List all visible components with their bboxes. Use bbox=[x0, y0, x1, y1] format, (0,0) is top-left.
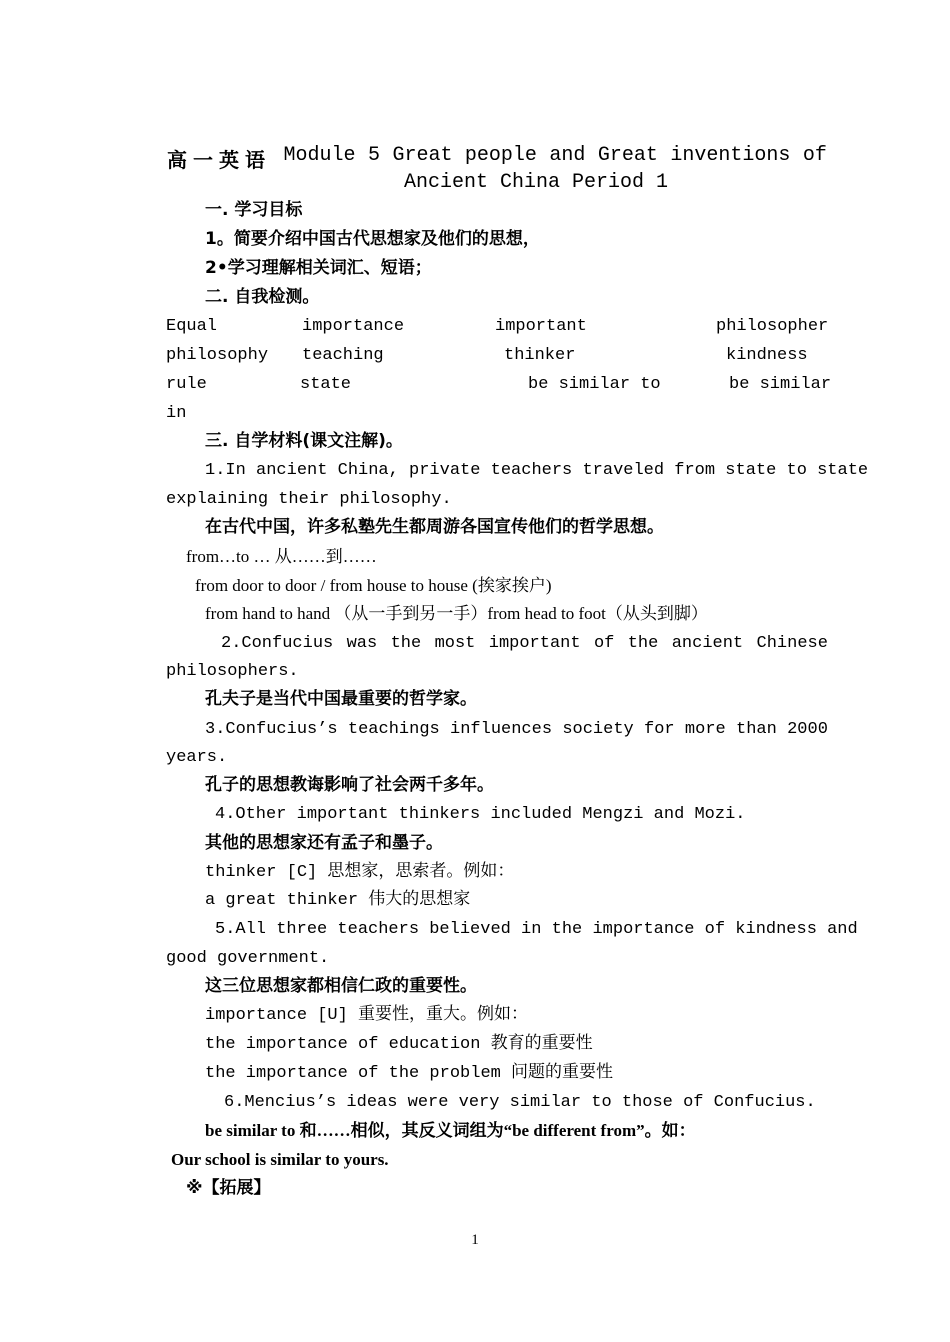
sentence-word: ancient bbox=[671, 634, 744, 653]
sentence-4-translation: 其他的思想家还有孟子和墨子。 bbox=[205, 833, 443, 853]
sentence-word: 3.Confucius’s bbox=[205, 720, 338, 739]
goal-item-1: 1。简要介绍中国古代思想家及他们的思想， bbox=[205, 229, 540, 249]
vocab-word: rule bbox=[166, 375, 207, 394]
title-line-1 bbox=[167, 144, 827, 173]
extension-heading: ※【拓展】 bbox=[186, 1178, 271, 1198]
sentence-word: the bbox=[390, 634, 422, 653]
sentence-1-line-2: explaining their philosophy. bbox=[166, 490, 452, 509]
vocab-word: state bbox=[300, 375, 352, 394]
vocab-word: philosopher bbox=[716, 317, 829, 336]
similar-to-note: be similar to 和……相似，其反义词组为“be different from”。如： bbox=[205, 1121, 696, 1140]
sentence-word: teachings bbox=[347, 720, 440, 739]
importance-definition: importance [U] 重要性，重大。例如： bbox=[205, 1006, 529, 1025]
vocab-word: thinker bbox=[504, 346, 576, 365]
sentence-3-line-2: years. bbox=[166, 748, 228, 767]
vocab-word: teaching bbox=[302, 346, 384, 365]
vocab-word: kindness bbox=[726, 346, 808, 365]
phrase-from-to: from…to … 从……到…… bbox=[186, 547, 377, 566]
sentence-word: than bbox=[736, 720, 777, 739]
sentence-2-translation: 孔夫子是当代中国最重要的哲学家。 bbox=[205, 689, 477, 709]
sentence-word: the bbox=[627, 634, 659, 653]
page-number: 1 bbox=[471, 1232, 479, 1248]
vocab-word: importance bbox=[302, 317, 405, 336]
sentence-word: for bbox=[644, 720, 675, 739]
title-cn: 高一英语 bbox=[167, 148, 271, 172]
sentence-2-line-1 bbox=[221, 634, 828, 653]
sentence-4: 4.Other important thinkers included Mengzi and Mozi. bbox=[215, 805, 746, 824]
vocab-word: philosophy bbox=[166, 346, 269, 365]
title-word: inventions bbox=[670, 144, 791, 167]
sentence-1-translation: 在古代中国，许多私塾先生都周游各国宣传他们的哲学思想。 bbox=[205, 517, 664, 537]
sentence-word: Chinese bbox=[756, 634, 828, 653]
sentence-6: 6.Mencius’s ideas were very similar to those of Confucius. bbox=[224, 1093, 816, 1112]
sentence-5-translation: 这三位思想家都相信仁政的重要性。 bbox=[205, 976, 477, 996]
importance-example-2: the importance of the problem 问题的重要性 bbox=[205, 1064, 614, 1083]
sentence-3-translation: 孔子的思想教诲影响了社会两千多年。 bbox=[205, 775, 494, 795]
sentence-5-line-1: 5.All three teachers believed in the importance of kindness and bbox=[215, 920, 858, 939]
thinker-example: a great thinker 伟大的思想家 bbox=[205, 891, 471, 910]
title-word: of bbox=[802, 144, 827, 167]
importance-example-1: the importance of education 教育的重要性 bbox=[205, 1035, 593, 1054]
sentence-3-line-1 bbox=[205, 720, 828, 739]
section-1-heading: 一. 学习目标 bbox=[205, 200, 303, 220]
similar-to-example: Our school is similar to yours. bbox=[171, 1150, 389, 1169]
sentence-1-line-1: 1.In ancient China, private teachers traveled from state to state bbox=[205, 461, 869, 480]
goal-item-2: 2•学习理解相关词汇、短语； bbox=[205, 258, 432, 278]
title-word: Great bbox=[597, 144, 658, 167]
sentence-word: most bbox=[434, 634, 476, 653]
title-line-2: Ancient China Period 1 bbox=[404, 171, 669, 194]
vocab-word: be similar to bbox=[528, 375, 661, 394]
sentence-word: more bbox=[684, 720, 726, 739]
vocab-word: in bbox=[166, 404, 187, 423]
vocab-word: be similar bbox=[729, 375, 832, 394]
sentence-word: was bbox=[346, 634, 378, 653]
sentence-word: of bbox=[593, 634, 615, 653]
vocab-word: Equal bbox=[166, 317, 218, 336]
sentence-word: 2.Confucius bbox=[221, 634, 334, 653]
vocab-word: important bbox=[495, 317, 587, 336]
sentence-5-line-2: good government. bbox=[166, 949, 330, 968]
title-word: and bbox=[549, 144, 586, 167]
title-word: 5 bbox=[367, 144, 380, 167]
title-word: people bbox=[464, 144, 537, 167]
sentence-word: influences bbox=[450, 720, 553, 739]
sentence-word: society bbox=[562, 720, 634, 739]
section-2-heading: 二. 自我检测。 bbox=[205, 287, 320, 307]
sentence-word: important bbox=[488, 634, 581, 653]
phrase-hand-to-hand: from hand to hand （从一手到另一手）from head to foot（从头到脚） bbox=[205, 604, 708, 623]
title-word: Module bbox=[283, 144, 356, 167]
sentence-word: 2000 bbox=[787, 720, 828, 739]
title-word: Great bbox=[392, 144, 453, 167]
phrase-door-to-door: from door to door / from house to house (挨家挨户) bbox=[195, 576, 552, 595]
thinker-definition: thinker [C] 思想家，思索者。例如： bbox=[205, 863, 515, 882]
sentence-2-line-2: philosophers. bbox=[166, 662, 299, 681]
section-3-heading: 三. 自学材料(课文注解)。 bbox=[205, 431, 403, 451]
